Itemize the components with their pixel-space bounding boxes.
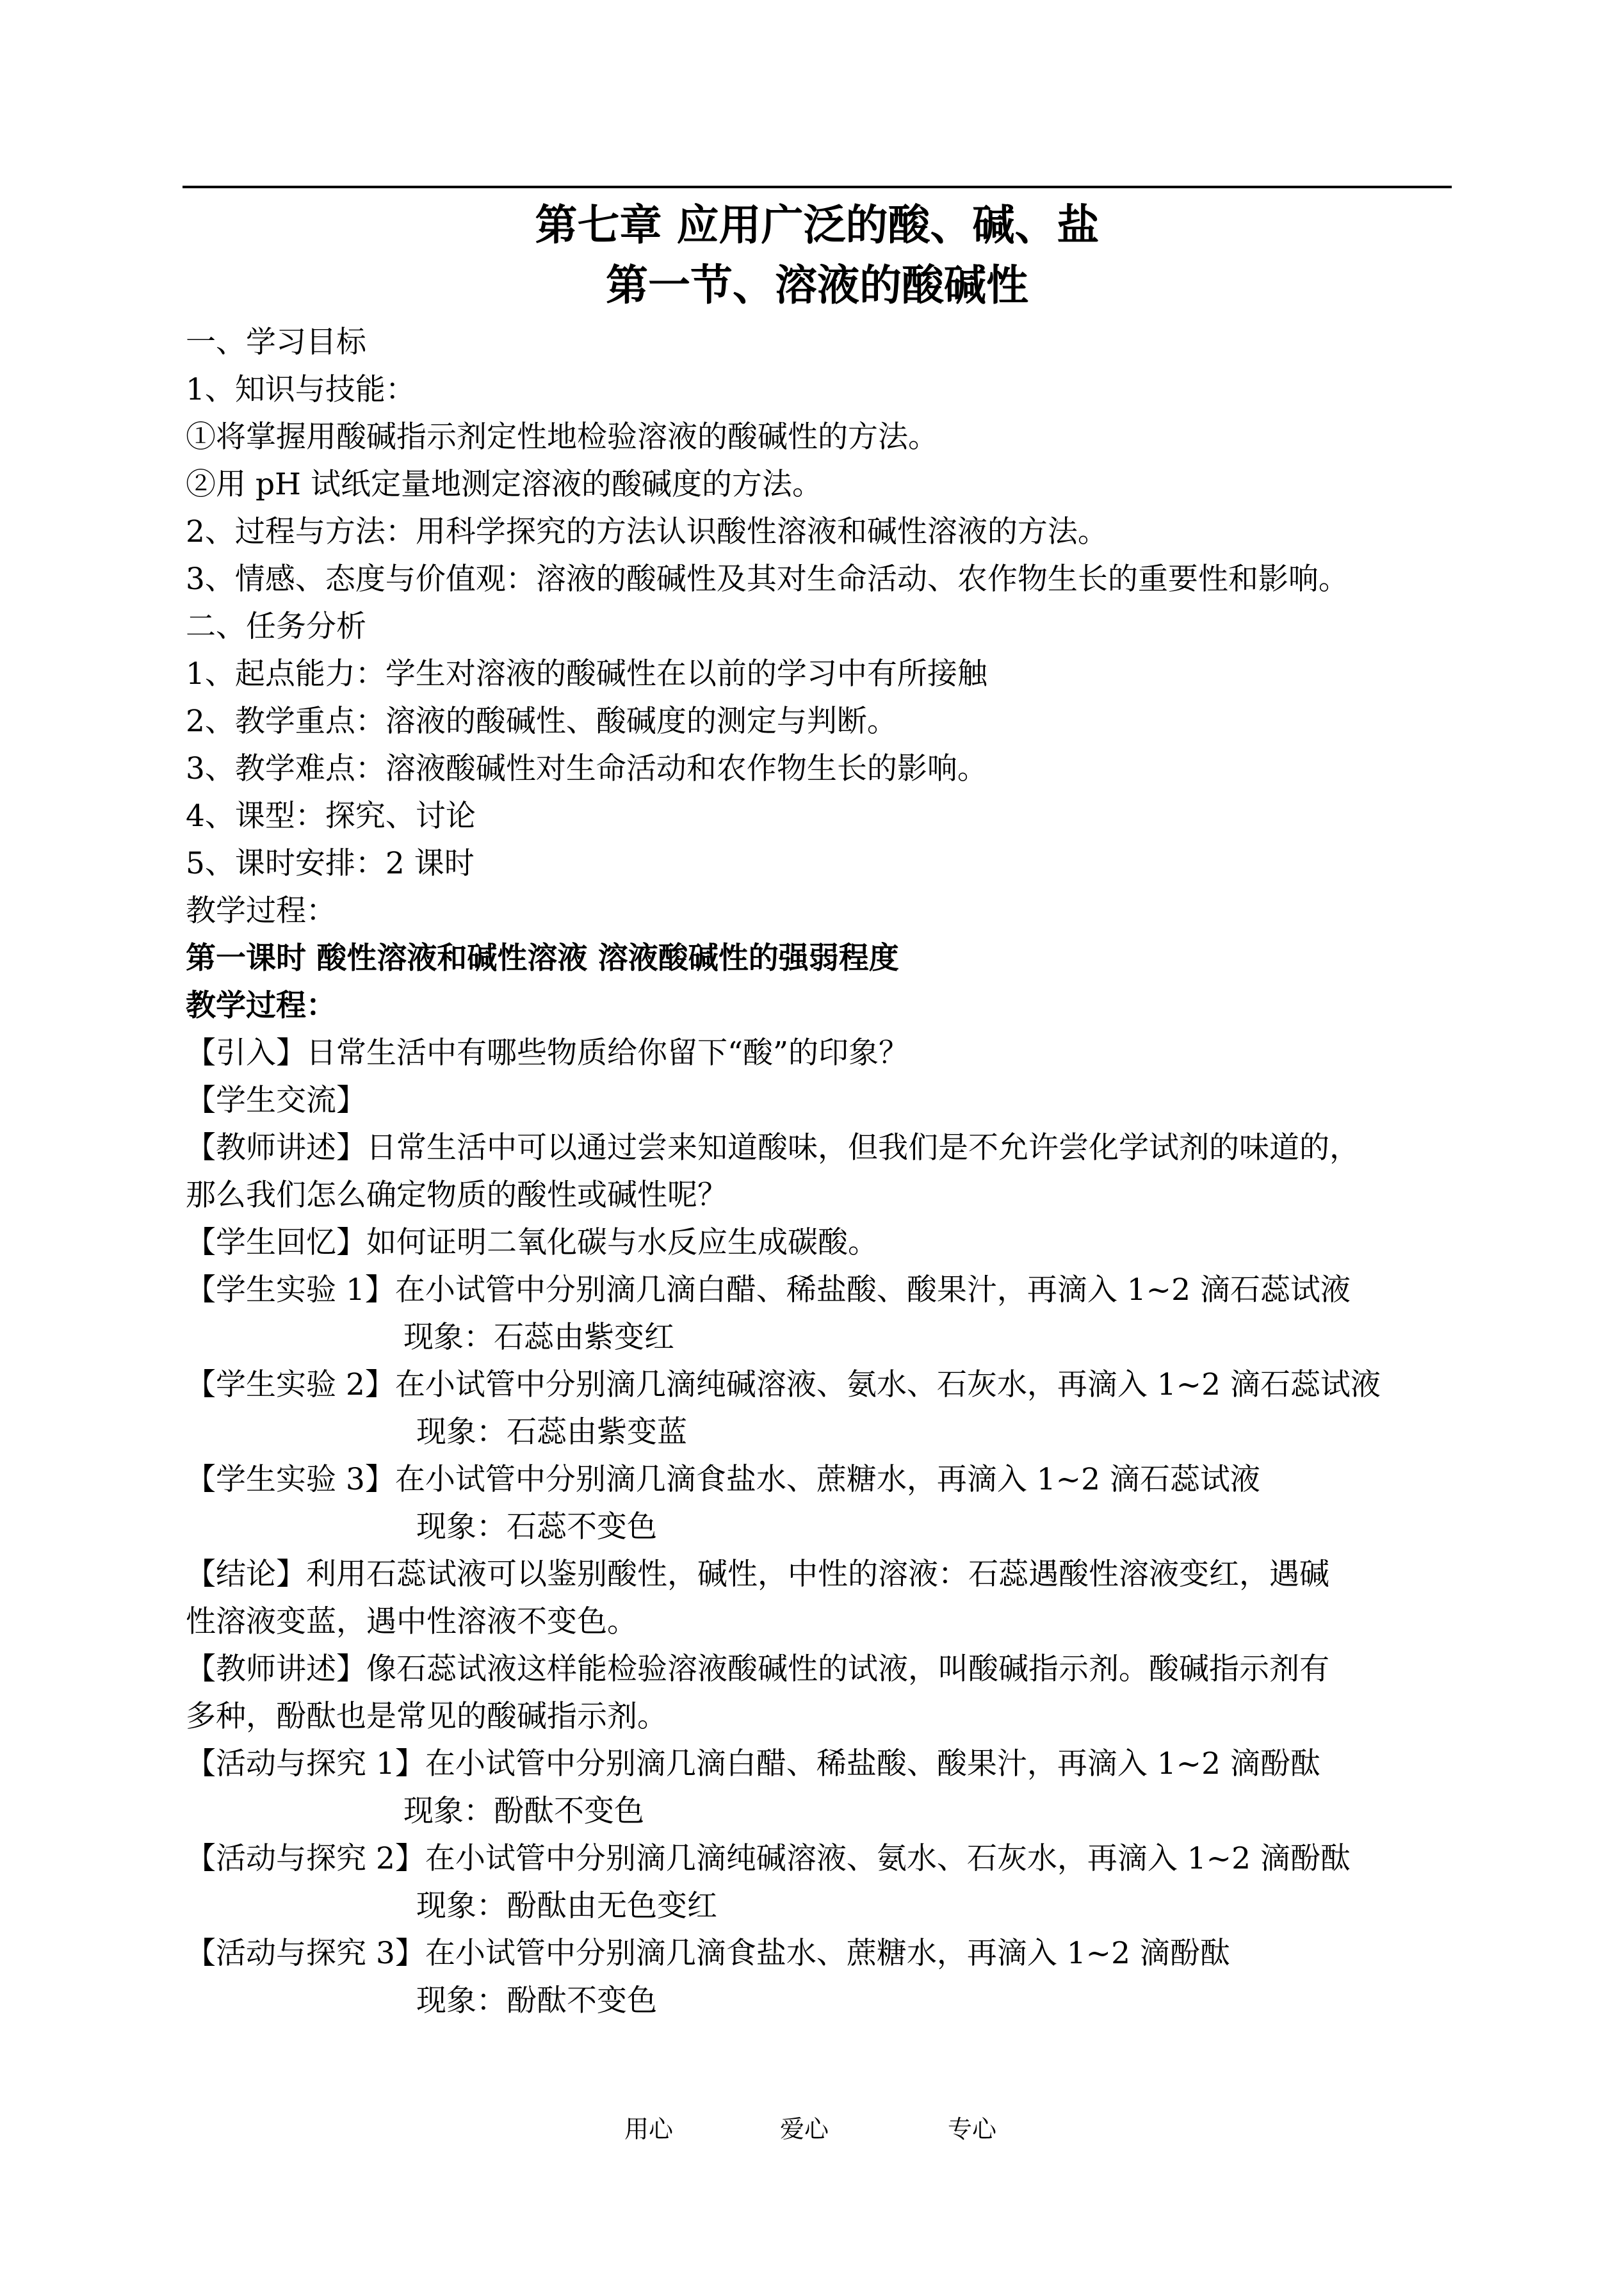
footer-text: 专心 — [948, 2115, 997, 2143]
activity-line: 【活动与探究 2】在小试管中分别滴几滴纯碱溶液、氨水、石灰水，再滴入 1~2 滴酚酞 — [186, 1841, 1351, 1876]
body-line: 3、教学难点：溶液酸碱性对生命活动和农作物生长的影响。 — [186, 751, 987, 786]
body-line: 2、教学重点：溶液的酸碱性、酸碱度的测定与判断。 — [186, 704, 897, 739]
header-rule — [183, 186, 1452, 188]
body-line: 2、过程与方法：用科学探究的方法认识酸性溶液和碱性溶液的方法。 — [186, 514, 1108, 549]
body-line: 【结论】利用石蕊试液可以鉴别酸性，碱性，中性的溶液：石蕊遇酸性溶液变红，遇碱 — [186, 1557, 1329, 1592]
experiment-line: 【学生实验 2】在小试管中分别滴几滴纯碱溶液、氨水、石灰水，再滴入 1~2 滴石蕊试液 — [186, 1367, 1381, 1402]
phenomenon-line: 现象：酚酞不变色 — [403, 1794, 644, 1829]
experiment-line: 【学生实验 1】在小试管中分别滴几滴白醋、稀盐酸、酸果汁，再滴入 1~2 滴石蕊试液 — [186, 1272, 1351, 1308]
section-title: 第一节、溶液的酸碱性 — [606, 260, 1028, 310]
phenomenon-line: 现象：酚酞由无色变红 — [416, 1888, 717, 1924]
document-body — [186, 319, 1454, 2025]
body-line: 【学生回忆】如何证明二氧化碳与水反应生成碳酸。 — [186, 1225, 878, 1260]
body-line: 多种，酚酞也是常见的酸碱指示剂。 — [186, 1699, 667, 1734]
phenomenon-line: 现象：石蕊由紫变红 — [403, 1320, 674, 1355]
heading-task-analysis: 二、任务分析 — [186, 609, 366, 644]
body-line: 5、课时安排：2 课时 — [186, 846, 475, 881]
phenomenon-line: 现象：石蕊不变色 — [416, 1509, 657, 1545]
process-heading: 教学过程： — [186, 988, 336, 1023]
body-line: 3、情感、态度与价值观：溶液的酸碱性及其对生命活动、农作物生长的重要性和影响。 — [186, 562, 1349, 597]
body-line: ①将掌握用酸碱指示剂定性地检验溶液的酸碱性的方法。 — [186, 419, 938, 455]
chapter-title: 第七章 应用广泛的酸、碱、盐 — [535, 200, 1100, 250]
activity-line: 【活动与探究 3】在小试管中分别滴几滴食盐水、蔗糖水，再滴入 1~2 滴酚酞 — [186, 1936, 1230, 1971]
body-line: 性溶液变蓝，遇中性溶液不变色。 — [186, 1604, 637, 1639]
phenomenon-line: 现象：酚酞不变色 — [416, 1983, 657, 2018]
body-line: 【引入】日常生活中有哪些物质给你留下“酸”的印象？ — [186, 1035, 909, 1071]
body-line: 【教师讲述】日常生活中可以通过尝来知道酸味，但我们是不允许尝化学试剂的味道的， — [186, 1130, 1360, 1165]
footer-text: 爱心 — [780, 2115, 829, 2143]
footer-text: 用心 — [624, 2115, 674, 2143]
body-line: 那么我们怎么确定物质的酸性或碱性呢？ — [186, 1178, 727, 1213]
experiment-line: 【学生实验 3】在小试管中分别滴几滴食盐水、蔗糖水，再滴入 1~2 滴石蕊试液 — [186, 1462, 1260, 1497]
lesson-heading: 第一课时 酸性溶液和碱性溶液 溶液酸碱性的强弱程度 — [186, 941, 899, 976]
body-line: 教学过程： — [186, 893, 336, 929]
body-line: 【学生交流】 — [186, 1083, 366, 1118]
heading-learning-goals: 一、学习目标 — [186, 325, 366, 360]
page-footer — [0, 2110, 1624, 2148]
body-line: 1、知识与技能： — [186, 372, 416, 407]
body-line: ②用 pH 试纸定量地测定溶液的酸碱度的方法。 — [186, 467, 822, 502]
phenomenon-line: 现象：石蕊由紫变蓝 — [416, 1415, 687, 1450]
activity-line: 【活动与探究 1】在小试管中分别滴几滴白醋、稀盐酸、酸果汁，再滴入 1~2 滴酚酞 — [186, 1746, 1320, 1781]
body-line: 【教师讲述】像石蕊试液这样能检验溶液酸碱性的试液，叫酸碱指示剂。酸碱指示剂有 — [186, 1651, 1329, 1687]
body-line: 4、课型：探究、讨论 — [186, 799, 476, 834]
body-line: 1、起点能力：学生对溶液的酸碱性在以前的学习中有所接触 — [186, 656, 987, 692]
